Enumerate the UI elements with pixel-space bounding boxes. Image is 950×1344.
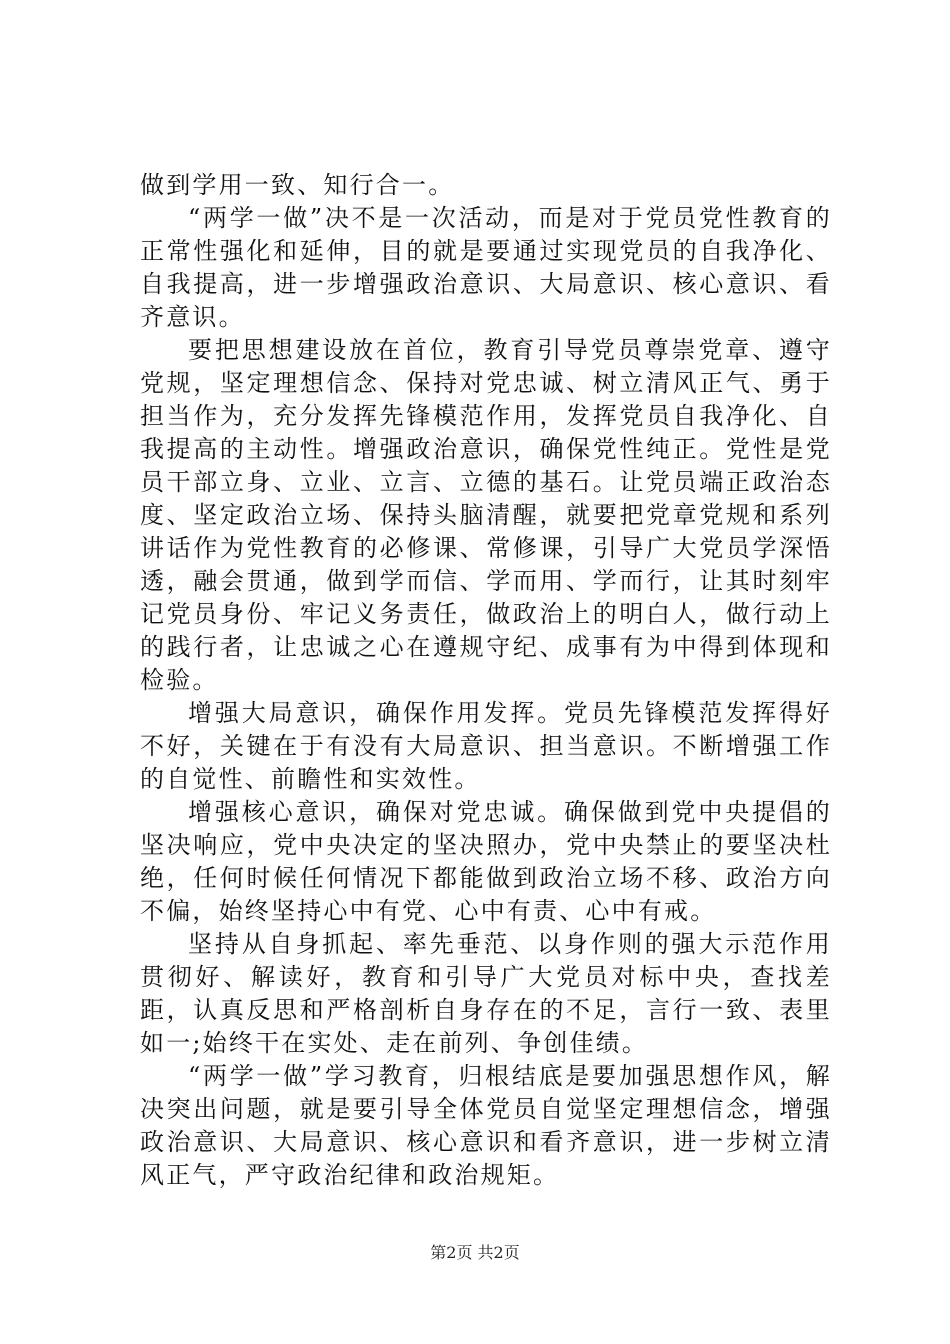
paragraph: 增强大局意识，确保作用发挥。党员先锋模范发挥得好不好，关键在于有没有大局意识、担当意识。不断增强工作的自觉性、前瞻性和实效性。 — [140, 699, 832, 793]
paragraph: 做到学用一致、知行合一。 — [140, 171, 455, 199]
paragraph: 增强核心意识，确保对党忠诚。确保做到党中央提倡的坚决响应，党中央决定的坚决照办，党中央禁止的要坚决杜绝，任何时候任何情况下都能做到政治立场不移、政治方向不偏，始终坚持心中有党、心中有责、心中有戒。 — [140, 798, 832, 925]
page-footer: 第2页 共2页 — [430, 1243, 520, 1262]
paragraph: “两学一做”决不是一次活动，而是对于党员党性教育的正常性强化和延伸，目的就是要通过实现党员的自我净化、自我提高，进一步增强政治意识、大局意识、核心意识、看齐意识。 — [140, 204, 832, 331]
paragraph: 要把思想建设放在首位，教育引导党员尊崇党章、遵守党规，坚定理想信念、保持对党忠诚、树立清风正气、勇于担当作为，充分发挥先锋模范作用，发挥党员自我净化、自我提高的主动性。增强政治意识，确保党性纯正。党性是党员干部立身、立业、立言、立德的基石。让党员端正政治态度、坚定政治立场、保持头脑清醒，就要把党章党规和系列讲话作为党性教育的必修课、常修课，引导广大党员学深悟透，融会贯通，做到学而信、学而用、学而行，让其时刻牢记党员身份、牢记义务责任，做政治上的明白人，做行动上的践行者，让忠诚之心在遵规守纪、成事有为中得到体现和检验。 — [140, 336, 832, 694]
paragraph: “两学一做”学习教育，归根结底是要加强思想作风，解决突出问题，就是要引导全体党员自觉坚定理想信念，增强政治意识、大局意识、核心意识和看齐意识，进一步树立清风正气，严守政治纪律和政治规矩。 — [140, 1062, 832, 1189]
paragraph: 坚持从自身抓起、率先垂范、以身作则的强大示范作用贯彻好、解读好，教育和引导广大党员对标中央，查找差距，认真反思和严格剖析自身存在的不足，言行一致、表里如一;始终干在实处、走在前列、争创佳绩。 — [140, 930, 832, 1057]
document-body — [140, 169, 832, 1192]
